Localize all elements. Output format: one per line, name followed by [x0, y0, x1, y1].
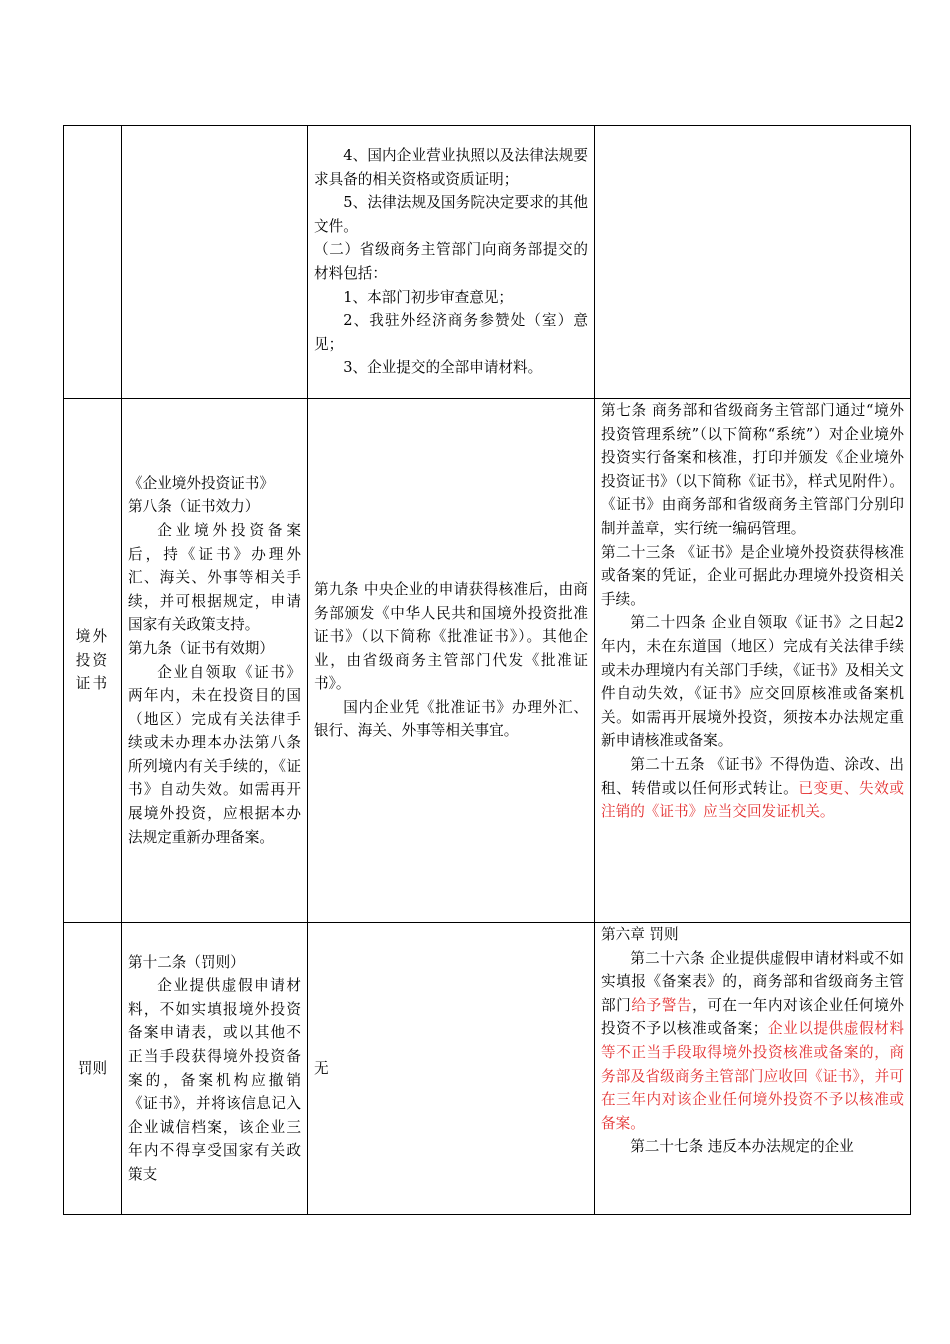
- article-24: 第二十四条 企业自领取《证书》之日起2年内，未在东道国（地区）完成有关法律手续或未办理境内有关部门手续，《证书》及相关文件自动失效，《证书》应交回原核准或备案机关。如需再开展境外投资，须按本办法规定重新申请核准或备案。: [601, 614, 904, 750]
- article-body: 企业提供虚假申请材料，不如实填报境外投资备案申请表，或以其他不正当手段获得境外投资备案的，备案机构应撤销《证书》，并将该信息记入企业诚信档案，该企业三年内不得享受国家有关政策支: [128, 977, 301, 1183]
- measures-2009-cell: [308, 923, 595, 1215]
- old-rules-cell-empty: [122, 126, 308, 399]
- provincial-item-2: 2、我驻外经济商务参赞处（室）意见；: [314, 312, 588, 353]
- measures-2009-cell: [308, 399, 595, 923]
- article-26-text-2: ，可在一年内对该企业任何境外投资不予以核准或备案；: [601, 996, 904, 1038]
- material-item-4: 4、国内企业营业执照以及法律法规要求具备的相关资格或资质证明；: [314, 147, 588, 188]
- category-cell: [64, 399, 122, 923]
- provincial-item-3: 3、企业提交的全部申请材料。: [343, 359, 543, 377]
- measures-2014-cell: [595, 923, 911, 1215]
- article-26: [601, 947, 904, 1136]
- certificate-title: 《企业境外投资证书》: [128, 474, 274, 492]
- measures-2014-cell-empty: [595, 126, 911, 399]
- article-26-text: 第二十六条 企业提供虚假申请材料或不如实填报《备案表》的，商务部和省级商务主管部门: [601, 949, 904, 1014]
- article-26-highlight-warning: 给予警告: [631, 996, 693, 1014]
- category-cell: [64, 923, 122, 1215]
- article-26-highlight-revoke: 企业以提供虚假材料等不正当手段取得境外投资核准或备案的，商务部及省级商务主管部门应收回《证书》，并可在三年内对该企业任何境外投资不予以核准或备案。: [601, 1020, 904, 1132]
- category-cell-empty: [64, 126, 122, 399]
- table-row: [64, 923, 911, 1215]
- table-row: [64, 126, 911, 399]
- article-25-highlight: 已变更、失效或注销的《证书》应当交回发证机关。: [601, 779, 904, 821]
- article-title: 第八条（证书效力）: [128, 498, 260, 516]
- article-23: 第二十三条 《证书》是企业境外投资获得核准或备案的凭证，企业可据此办理境外投资相关手续。: [601, 543, 904, 608]
- article-25: [601, 753, 904, 824]
- provincial-item-1: 1、本部门初步审查意见；: [343, 288, 514, 306]
- material-item-5: 5、法律法规及国务院决定要求的其他文件。: [314, 194, 588, 235]
- category-label: 罚则: [77, 1059, 108, 1077]
- category-label: 境外投资证书: [75, 628, 110, 693]
- article-9: 第九条 中央企业的申请获得核准后，由商务部颁发《中华人民共和国境外投资批准证书》（以下简称《批准证书》）。其他企业，由省级商务主管部门代发《批准证书》。: [314, 580, 588, 693]
- regulation-comparison-table: [63, 125, 911, 1215]
- article-body: 企业境外投资备案后，持《证书》办理外汇、海关、外事等相关手续，并可根据规定，申请国家有关政策支持。: [128, 521, 301, 634]
- section-heading: （二）省级商务主管部门向商务部提交的材料包括：: [314, 241, 588, 282]
- old-rules-cell: [122, 399, 308, 923]
- article-9-paragraph: 国内企业凭《批准证书》办理外汇、银行、海关、外事等相关事宜。: [314, 698, 588, 740]
- measures-2009-cell: [308, 126, 595, 399]
- measures-2014-cell: [595, 399, 911, 923]
- article-body: 企业自领取《证书》两年内，未在投资目的国（地区）完成有关法律手续或未办理本办法第八条所列境内有关手续的，《证书》自动失效。如需再开展境外投资，应根据本办法规定重新办理备案。: [128, 663, 301, 846]
- article-title: 第十二条（罚则）: [128, 953, 245, 971]
- article-title: 第九条（证书有效期）: [128, 639, 274, 657]
- table-row: [64, 399, 911, 923]
- article-7: 第七条 商务部和省级商务主管部门通过“境外投资管理系统”（以下简称“系统”）对企业境外投资实行备案和核准，打印并颁发《企业境外投资证书》（以下简称《证书》，样式见附件）。《证书》由商务部和省级商务主管部门分别印制并盖章，实行统一编码管理。: [601, 402, 904, 537]
- old-rules-cell: [122, 923, 308, 1215]
- article-27: 第二十七条 违反本办法规定的企业: [630, 1138, 854, 1156]
- none-text: 无: [314, 1059, 329, 1077]
- article-25-text: 第二十五条 《证书》不得伪造、涂改、出租、转借或以任何形式转让。: [601, 755, 904, 797]
- chapter-heading: 第六章 罚则: [601, 926, 679, 943]
